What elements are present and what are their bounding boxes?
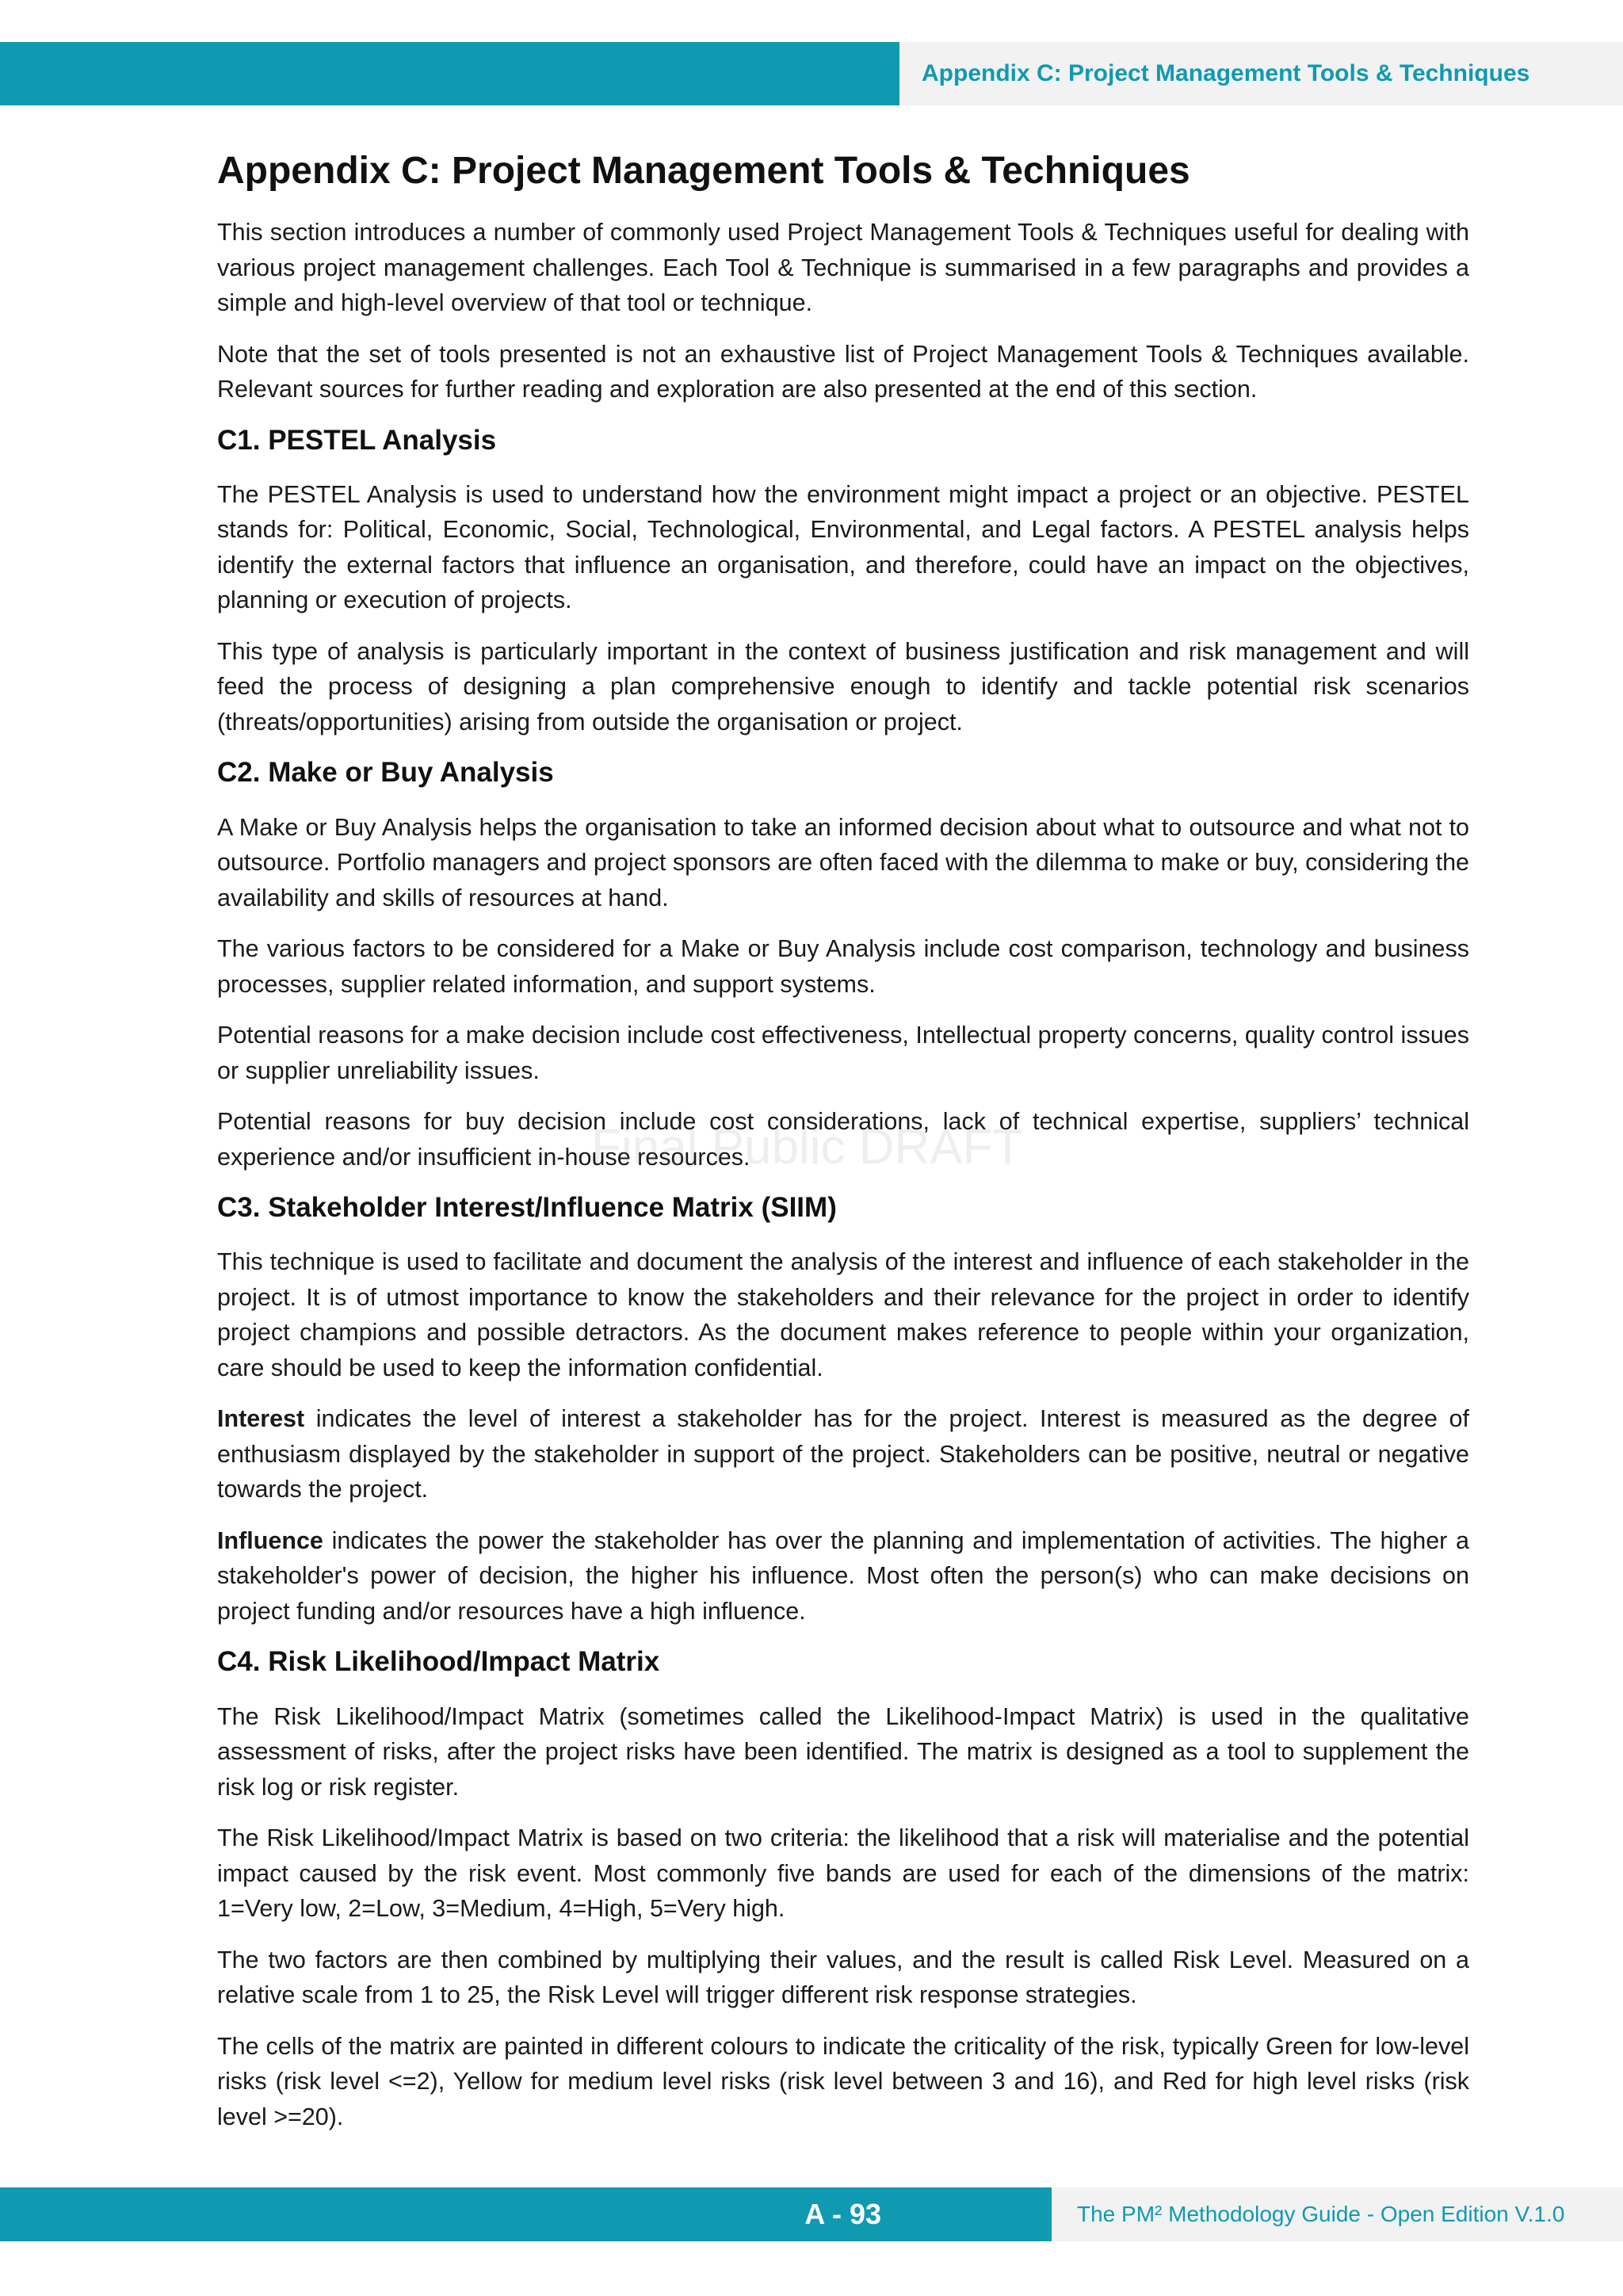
page-title: Appendix C: Project Management Tools & Techniques [217,150,1190,192]
paragraph: The various factors to be considered for a Make or Buy Analysis include cost comparison, technology and business processes, supplier related information, and support systems. [217,935,1469,998]
header-tab [899,42,1623,105]
paragraph: Potential reasons for buy decision include cost considerations, lack of technical expertise, suppliers’ technical experience and/or insufficient in-house resources. [217,1108,1469,1171]
section-heading-c4: C4. Risk Likelihood/Impact Matrix [217,1646,660,1678]
paragraph: The PESTEL Analysis is used to understand how the environment might impact a project or an objective. PESTEL stands for: Political, Economic, Social, Technological, Environmental, and Legal factors. A PESTEL analysis helps identify the external factors that influence an organisation, and therefore, could have an impact on the objectives, planning or execution of projects. [217,480,1469,614]
paragraph: The Risk Likelihood/Impact Matrix (sometimes called the Likelihood-Impact Matrix) is used in the qualitative assessment of risks, after the project risks have been identified. The matrix is designed as a tool to supplement the risk log or risk register. [217,1702,1469,1801]
paragraph: The two factors are then combined by multiplying their values, and the result is called Risk Level. Measured on a relative scale from 1 to 25, the Risk Level will trigger different risk response strategies. [217,1946,1469,2009]
influence-term: Influence [217,1526,323,1554]
page-content [217,149,1469,2150]
interest-paragraph [217,1401,1469,1507]
paragraph: A Make or Buy Analysis helps the organisation to take an informed decision about what to outsource and what not to outsource. Portfolio managers and project sponsors are often faced with the dilemma to make or buy, considering the availability and skills of resources at hand. [217,813,1469,911]
section-heading-c3: C3. Stakeholder Interest/Influence Matrix (SIIM) [217,1192,837,1224]
intro-paragraph: Note that the set of tools presented is not an exhaustive list of Project Management Tools & Techniques available. Relevant sources for further reading and exploration are also presented at the end of this section. [217,340,1469,403]
footer-bar [0,2187,1052,2241]
page-number: A - 93 [804,2198,881,2230]
interest-text: indicates the level of interest a stakeholder has for the project. Interest is measured as the degree of enthusiasm displayed by the stakeholder in support of the project. Stakeholders can be positive, neutral or negative towards the project. [217,1405,1469,1503]
paragraph: The Risk Likelihood/Impact Matrix is based on two criteria: the likelihood that a risk will materialise and the potential impact caused by the risk event. Most commonly five bands are used for each of the dimensions of the matrix: 1=Very low, 2=Low, 3=Medium, 4=High, 5=Very high. [217,1824,1469,1923]
influence-text: indicates the power the stakeholder has over the planning and implementation of activities. The higher a stakeholder's power of decision, the higher his influence. Most often the person(s) who can make decisions on project funding and/or resources have a high influence. [217,1526,1469,1625]
paragraph: Potential reasons for a make decision include cost effectiveness, Intellectual property concerns, quality control issues or supplier unreliability issues. [217,1022,1469,1084]
paragraph: The cells of the matrix are painted in different colours to indicate the criticality of the risk, typically Green for low-level risks (risk level <=2), Yellow for medium level risks (risk level between 3 and 16), and Red for high level risks (risk level >=20). [217,2032,1469,2130]
footer-tab [1052,2187,1623,2241]
guide-title: The PM² Methodology Guide - Open Edition V.1.0 [1077,2202,1565,2226]
draft-watermark: Final Public DRAFT [591,1120,1023,1175]
paragraph: This type of analysis is particularly important in the context of business justification and risk management and will feed the process of designing a plan comprehensive enough to identify and tackle potential risk scenarios (threats/opportunities) arising from outside the organisation or project. [217,637,1469,735]
running-title: Appendix C: Project Management Tools & Techniques [922,60,1530,86]
intro-paragraph: This section introduces a number of commonly used Project Management Tools & Techniques useful for dealing with various project management challenges. Each Tool & Technique is summarised in a few paragraphs and provides a simple and high-level overview of that tool or technique. [217,219,1469,317]
paragraph: This technique is used to facilitate and document the analysis of the interest and influence of each stakeholder in the project. It is of utmost importance to know the stakeholders and their relevance for the project in order to identify project champions and possible detractors. As the document makes reference to people within your organization, care should be used to keep the information confidential. [217,1248,1469,1381]
section-heading-c2: C2. Make or Buy Analysis [217,757,554,789]
section-heading-c1: C1. PESTEL Analysis [217,424,497,456]
interest-term: Interest [217,1405,305,1433]
influence-paragraph [217,1523,1469,1629]
